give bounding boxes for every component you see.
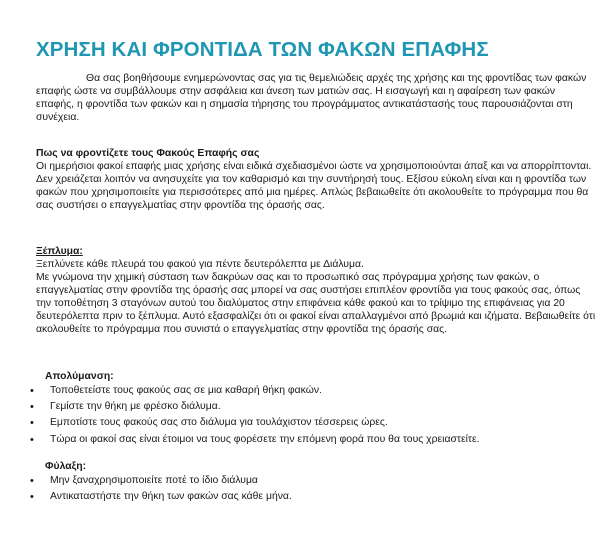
list-item [0, 432, 600, 448]
care-paragraph: Οι ημερήσιοι φακοί επαφής μιας χρήσης είναι ειδικά σχεδιασμένοι ώστε να χρησιμοποιούνται άπαξ και να απορρίπτονται. Δεν χρειάζεται λοιπόν να ανησυχείτε για τον καθαρισμό και την συντήρησή τους. Εξίσου εύκολη είναι και η φροντίδα των φακών που χρησιμοποιείτε για περισσότερες από μια ημέρες. Απλώς βεβαιωθείτε ότι ακολουθείτε το πρόγραμμα που θα σας συστήσει ο επαγγελματίας στην φροντίδα της όρασής σας. [36, 161, 592, 212]
list-item [0, 383, 600, 399]
list-item [0, 473, 600, 489]
rinse-paragraph-1: Ξεπλύνετε κάθε πλευρά του φακού για πέντε δευτερόλεπτα με Διάλυμα. [36, 259, 364, 270]
disinfect-heading: Απολύμανση: [45, 371, 114, 382]
list-item-text: Τώρα οι φακοί σας είναι έτοιμοι να τους φορέσετε την επόμενη φορά που θα τους χρειαστείτε. [50, 433, 480, 445]
list-item [0, 489, 600, 505]
list-item-text: Τοποθετείστε τους φακούς σας σε μια καθαρή θήκη φακών. [50, 385, 322, 396]
bullet-icon: • [30, 385, 34, 397]
rinse-heading: Ξέπλυμα: [36, 246, 83, 257]
list-item-text: Μην ξαναχρησιμοποιείτε ποτέ το ίδιο διάλυμα [50, 475, 258, 486]
list-item-text: Αντικαταστήστε την θήκη των φακών σας κάθε μήνα. [50, 491, 292, 503]
storage-list [0, 473, 600, 505]
storage-heading: Φύλαξη: [45, 461, 87, 472]
care-heading: Πως να φροντίζετε τους Φακούς Επαφής σας [36, 148, 260, 159]
bullet-icon: • [30, 433, 34, 446]
list-item [0, 399, 600, 415]
disinfect-list [0, 383, 600, 448]
rinse-paragraph-2: Με γνώμονα την χημική σύσταση των δακρύων σας και το προσωπικό σας πρόγραμμα χρήσης των φακών, ο επαγγελματίας στην φροντίδα της όρασής σας μπορεί να σας συστήσει επιπλέον φροντίδα για τους φακούς σας, όπως την τοποθέτηση 3 σταγόνων αυτού του διαλύματος στην επιφάνεια κάθε φακού και το τρίψιμο της επιφάνειας για 20 δευτερόλεπτα πριν το ξέπλυμα. Αυτό εξασφαλίζει ότι οι φακοί είναι απαλλαγμένοι από βρωμιά και ιζήματα. Βεβαιωθείτε ότι ακολουθείτε το πρόγραμμα που συνιστά ο επαγγελματίας στην φροντίδα της όρασής σας. [36, 272, 596, 336]
bullet-icon: • [30, 475, 34, 487]
bullet-icon: • [30, 417, 34, 430]
bullet-icon: • [30, 491, 34, 504]
bullet-icon: • [30, 401, 34, 414]
document-title: ΧΡΗΣΗ ΚΑΙ ΦΡΟΝΤΙΔΑ ΤΩΝ ΦΑΚΩΝ ΕΠΑΦΗΣ [36, 38, 489, 61]
list-item-text: Γεμίστε την θήκη με φρέσκο διάλυμα. [50, 401, 221, 413]
list-item [0, 415, 600, 431]
list-item-text: Εμποτίστε τους φακούς σας στο διάλυμα για τουλάχιστον τέσσερεις ώρες. [50, 417, 388, 429]
intro-paragraph: Θα σας βοηθήσουμε ενημερώνοντας σας για τις θεμελιώδεις αρχές της χρήσης και της φροντίδας των φακών επαφής ώστε να συμβάλλουμε στην ασφάλεια και άνεση των ματιών σας. Η εισαγωγή και η αφαίρεση των φακών επαφής, η φροντίδα των φακών και η σημασία τήρησης του προγράμματος αντικατάστασής τους παρουσιάζονται στη συνέχεια. [36, 73, 587, 124]
